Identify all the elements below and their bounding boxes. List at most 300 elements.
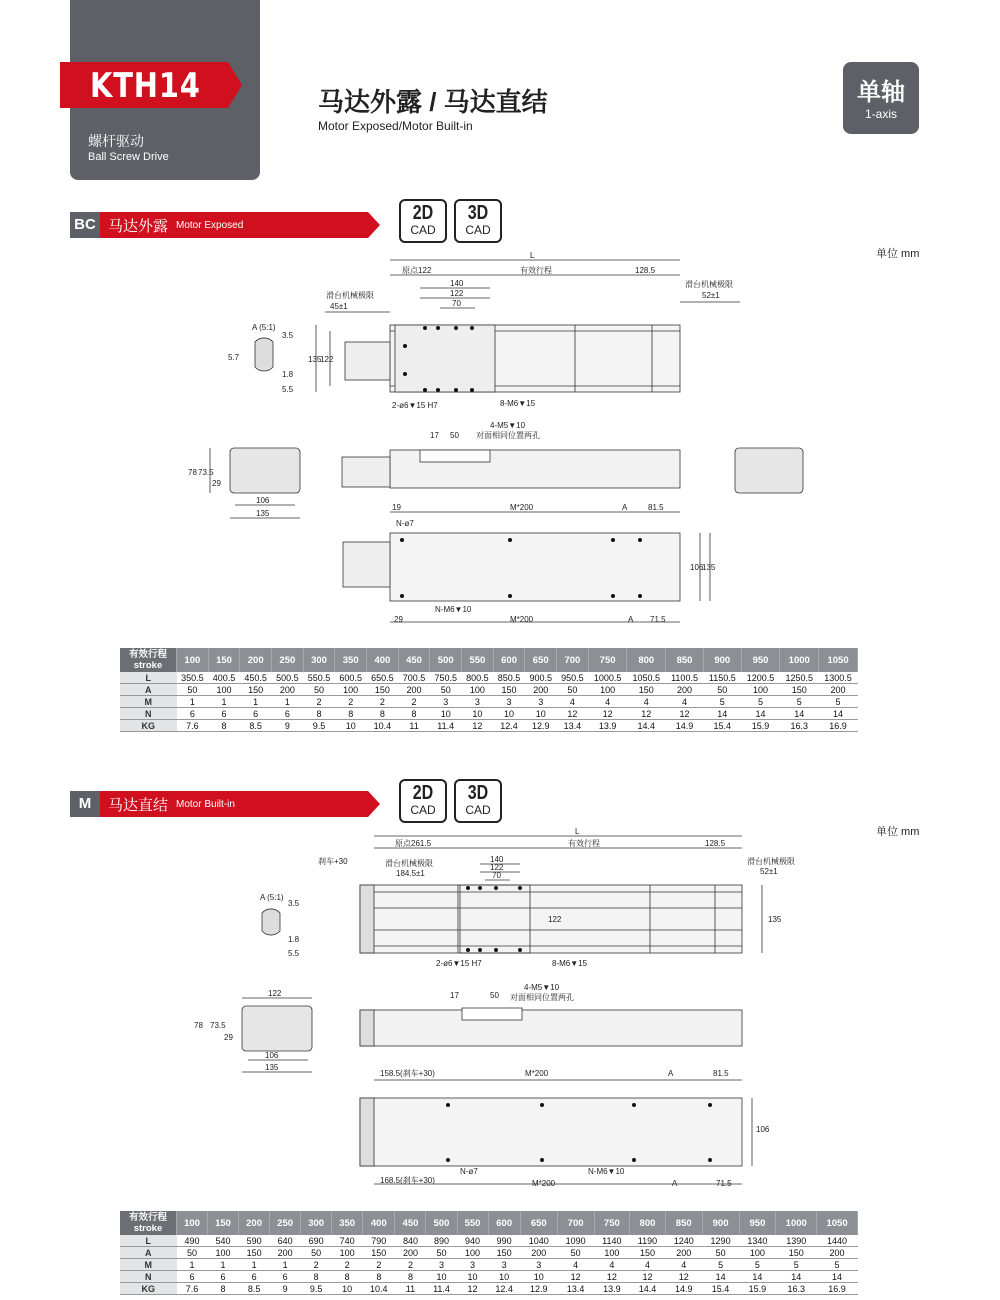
row-label: L: [120, 672, 177, 684]
stroke-header: 550: [462, 648, 494, 672]
table-cell: 13.4: [557, 720, 589, 732]
table-row: [120, 684, 858, 696]
table-row: [120, 696, 858, 708]
table-cell: 1190: [630, 1235, 666, 1247]
table-cell: 990: [488, 1235, 520, 1247]
stroke-header: 300: [301, 1211, 332, 1235]
table-cell: 200: [272, 684, 304, 696]
dim-70: 70: [452, 299, 461, 308]
cad-2d-button-m[interactable]: [399, 779, 447, 823]
table-cell: 12: [557, 708, 589, 720]
table-cell: 15.4: [702, 1283, 739, 1295]
table-cell: 50: [703, 684, 741, 696]
page-title: 马达外露 / 马达直结: [318, 87, 548, 117]
table-cell: 6: [208, 1271, 239, 1283]
table-cell: 13.9: [594, 1283, 630, 1295]
head-en: stroke: [133, 660, 163, 671]
table-cell: 12.4: [493, 720, 525, 732]
table-cell: 3: [462, 696, 494, 708]
table-cell: 1100.5: [666, 672, 704, 684]
stroke-header: 150: [208, 648, 240, 672]
stroke-header: 250: [272, 648, 304, 672]
table-cell: 1240: [665, 1235, 702, 1247]
table-cell: 5: [780, 696, 819, 708]
table-cell: 12: [557, 1271, 594, 1283]
table-cell: 150: [493, 684, 525, 696]
dim-top-left: 158.5(刹车+30): [380, 1069, 435, 1078]
dim-128: 128.5: [635, 266, 656, 275]
table-cell: 15.9: [741, 720, 780, 732]
table-row: [120, 1271, 858, 1283]
stroke-header: 650: [520, 1211, 557, 1235]
table-cell: 14: [780, 708, 819, 720]
table-cell: 14.9: [665, 1283, 702, 1295]
dim-m5: 4-M5▼10: [490, 421, 526, 430]
table-cell: 16.3: [780, 720, 819, 732]
table-cell: 11: [395, 1283, 426, 1295]
table-cell: 7.6: [177, 1283, 208, 1295]
table-cell: 13.9: [588, 720, 627, 732]
stroke-header: 550: [457, 1211, 488, 1235]
row-label: L: [120, 1235, 177, 1247]
table-cell: 50: [301, 1247, 332, 1259]
table-cell: 750.5: [430, 672, 462, 684]
cad-3d-label: 3D: [467, 782, 489, 804]
table-cell: 1: [270, 1259, 301, 1271]
table-cell: 6: [177, 1271, 208, 1283]
axis-cn: 单轴: [857, 79, 905, 106]
table-cell: 490: [177, 1235, 208, 1247]
dim-71-5: 71.5: [716, 1179, 732, 1188]
table-row: [120, 1247, 858, 1259]
table-cell: 4: [588, 696, 627, 708]
section-m-banner: [70, 791, 380, 817]
table-cell: 8: [363, 1271, 395, 1283]
dim-origin: 原点261.5: [395, 839, 432, 848]
table-cell: 200: [665, 1247, 702, 1259]
dim-78: 78: [194, 1021, 203, 1030]
dim-slide-right-val: 52±1: [760, 867, 778, 876]
table-header-row: [120, 1211, 858, 1235]
cad-2d-label: 2D: [412, 782, 434, 804]
stroke-header: 700: [557, 1211, 594, 1235]
table-cell: 200: [398, 684, 430, 696]
table-cell: 2: [367, 696, 399, 708]
table-cell: 150: [627, 684, 666, 696]
page-subtitle: Motor Exposed/Motor Built-in: [318, 119, 473, 133]
table-cell: 10: [457, 1271, 488, 1283]
table-cell: 5: [817, 1259, 858, 1271]
stroke-header: 600: [493, 648, 525, 672]
cad-2d-button-bc[interactable]: [399, 199, 447, 243]
table-cell: 3: [493, 696, 525, 708]
section-name-cn: 马达直结: [108, 797, 169, 814]
dim-3-5: 3.5: [282, 331, 294, 340]
table-cell: 890: [426, 1235, 457, 1247]
table-row: [120, 720, 858, 732]
table-cell: 740: [332, 1235, 363, 1247]
table-cell: 50: [177, 1247, 208, 1259]
dim-slide-right: 滑台机械极限: [747, 857, 795, 866]
table-cell: 1390: [776, 1235, 817, 1247]
table-cell: 5: [741, 696, 780, 708]
stroke-header: 950: [741, 648, 780, 672]
table-cell: 6: [239, 1271, 270, 1283]
table-cell: 150: [488, 1247, 520, 1259]
table-cell: 4: [557, 1259, 594, 1271]
table-cell: 3: [520, 1259, 557, 1271]
dim-opp: 对面相同位置两孔: [510, 993, 574, 1002]
table-cell: 1150.5: [703, 672, 741, 684]
dim-140: 140: [450, 279, 464, 288]
dim-opp: 对面相同位置两孔: [476, 431, 540, 440]
dim-5-5: 5.5: [288, 949, 300, 958]
dim-73-5: 73.5: [210, 1021, 226, 1030]
dim-stroke: 有效行程: [520, 266, 552, 275]
stroke-header: 950: [739, 1211, 776, 1235]
table-cell: 5: [819, 696, 858, 708]
dim-m200: M*200: [525, 1069, 549, 1078]
cad-3d-label: 3D: [467, 202, 489, 224]
table-cell: 1000.5: [588, 672, 627, 684]
stroke-header: 200: [240, 648, 272, 672]
row-label: KG: [120, 720, 177, 732]
stroke-header: 1000: [776, 1211, 817, 1235]
table-cell: 10.4: [367, 720, 399, 732]
table-cell: 10: [520, 1271, 557, 1283]
table-cell: 16.3: [776, 1283, 817, 1295]
dim-5-5: 5.5: [282, 385, 294, 394]
dim-slide-right-val: 52±1: [702, 291, 720, 300]
model-tag: [60, 62, 242, 108]
row-label: N: [120, 1271, 177, 1283]
table-cell: 100: [332, 1247, 363, 1259]
table-cell: 10: [430, 708, 462, 720]
spec-table-bc: [120, 648, 858, 732]
table-cell: 50: [303, 684, 335, 696]
axis-en: 1-axis: [864, 107, 897, 121]
table-cell: 12.4: [488, 1283, 520, 1295]
dim-122: 122: [450, 289, 464, 298]
table-corner: [120, 1211, 177, 1235]
dim-29b: 29: [394, 615, 403, 624]
table-cell: 14.9: [666, 720, 704, 732]
dim-L: L: [530, 251, 535, 260]
table-row: [120, 1259, 858, 1271]
table-cell: 14.4: [627, 720, 666, 732]
stroke-header: 1050: [819, 648, 858, 672]
dim-pin: 2-ø6▼15 H7: [436, 959, 482, 968]
table-cell: 50: [426, 1247, 457, 1259]
table-cell: 10: [525, 708, 557, 720]
row-label: KG: [120, 1283, 177, 1295]
cad-2d-sub: CAD: [410, 803, 436, 817]
row-label: A: [120, 1247, 177, 1259]
table-cell: 14: [819, 708, 858, 720]
drive-type-cn: 螺杆驱动: [88, 133, 144, 149]
table-cell: 690: [301, 1235, 332, 1247]
stroke-header: 400: [363, 1211, 395, 1235]
table-cell: 15.9: [739, 1283, 776, 1295]
table-cell: 8: [208, 1283, 239, 1295]
table-cell: 600.5: [335, 672, 367, 684]
table-cell: 11.4: [426, 1283, 457, 1295]
table-cell: 100: [335, 684, 367, 696]
table-cell: 350.5: [177, 672, 209, 684]
stroke-header: 350: [332, 1211, 363, 1235]
dim-L: L: [575, 828, 580, 836]
dim-19: 19: [392, 503, 401, 512]
table-cell: 5: [776, 1259, 817, 1271]
table-cell: 1200.5: [741, 672, 780, 684]
table-cell: 14.4: [630, 1283, 666, 1295]
dim-m200: M*200: [510, 503, 534, 512]
section-name-en: Motor Built-in: [176, 799, 235, 810]
drive-type-en: Ball Screw Drive: [88, 151, 169, 163]
stroke-header: 300: [303, 648, 335, 672]
table-cell: 3: [430, 696, 462, 708]
stroke-header: 350: [335, 648, 367, 672]
stroke-header: 400: [367, 648, 399, 672]
table-cell: 8: [398, 708, 430, 720]
stroke-header: 700: [557, 648, 589, 672]
dim-122-v: 122: [320, 355, 334, 364]
section-bc-banner: [70, 212, 380, 238]
table-cell: 12: [627, 708, 666, 720]
stroke-header: 900: [702, 1211, 739, 1235]
dim-n7: N-ø7: [460, 1167, 478, 1176]
table-cell: 6: [272, 708, 304, 720]
dim-106-v: 106: [690, 563, 704, 572]
table-cell: 50: [430, 684, 462, 696]
table-cell: 12: [665, 1271, 702, 1283]
dim-pin: 2-ø6▼15 H7: [392, 401, 438, 410]
dim-135-v2: 135: [702, 563, 716, 572]
dim-slide-left-val: 184.5±1: [396, 869, 425, 878]
dim-135: 135: [256, 509, 270, 518]
stroke-header: 100: [177, 1211, 208, 1235]
table-cell: 6: [240, 708, 272, 720]
table-cell: 12: [588, 708, 627, 720]
table-cell: 200: [520, 1247, 557, 1259]
table-cell: 800.5: [462, 672, 494, 684]
table-cell: 3: [525, 696, 557, 708]
stroke-header: 500: [426, 1211, 457, 1235]
table-cell: 2: [398, 696, 430, 708]
cad-2d-sub: CAD: [410, 223, 436, 237]
table-cell: 100: [462, 684, 494, 696]
table-cell: 650.5: [367, 672, 399, 684]
dim-brake: 刹车+30: [318, 857, 348, 866]
table-cell: 4: [630, 1259, 666, 1271]
table-cell: 4: [666, 696, 704, 708]
stroke-header: 800: [627, 648, 666, 672]
table-cell: 1090: [557, 1235, 594, 1247]
dim-m5: 4-M5▼10: [524, 983, 560, 992]
table-cell: 100: [588, 684, 627, 696]
table-cell: 150: [363, 1247, 395, 1259]
stroke-header: 500: [430, 648, 462, 672]
unit-label-bc: 单位 mm: [876, 248, 920, 260]
dim-73-5: 73.5: [198, 468, 214, 477]
table-cell: 3: [488, 1259, 520, 1271]
table-cell: 1: [208, 1259, 239, 1271]
stroke-header: 850: [666, 648, 704, 672]
table-cell: 1050.5: [627, 672, 666, 684]
section-name-cn: 马达外露: [108, 218, 169, 235]
table-cell: 200: [819, 684, 858, 696]
dim-m200b: M*200: [532, 1179, 556, 1188]
stroke-header: 200: [239, 1211, 270, 1235]
table-cell: 4: [594, 1259, 630, 1271]
dim-m6: 8-M6▼15: [500, 399, 536, 408]
table-cell: 16.9: [819, 720, 858, 732]
head-en: stroke: [133, 1223, 163, 1234]
table-cell: 4: [627, 696, 666, 708]
table-cell: 900.5: [525, 672, 557, 684]
row-label: M: [120, 1259, 177, 1271]
table-cell: 8: [303, 708, 335, 720]
table-cell: 8: [335, 708, 367, 720]
table-corner: [120, 648, 177, 672]
table-cell: 540: [208, 1235, 239, 1247]
dim-122-v: 122: [548, 915, 562, 924]
dim-a: A: [622, 503, 628, 512]
table-cell: 12: [457, 1283, 488, 1295]
table-cell: 150: [239, 1247, 270, 1259]
table-cell: 8: [395, 1271, 426, 1283]
dim-m200b: M*200: [510, 615, 534, 624]
table-cell: 2: [303, 696, 335, 708]
cad-3d-button-m[interactable]: [454, 779, 502, 823]
table-cell: 450.5: [240, 672, 272, 684]
table-cell: 1340: [739, 1235, 776, 1247]
table-cell: 6: [270, 1271, 301, 1283]
cad-2d-label: 2D: [412, 202, 434, 224]
table-cell: 850.5: [493, 672, 525, 684]
table-cell: 100: [739, 1247, 776, 1259]
dim-106: 106: [265, 1051, 279, 1060]
head-cn: 有效行程: [128, 649, 167, 660]
head-cn: 有效行程: [128, 1212, 167, 1223]
table-cell: 2: [335, 696, 367, 708]
table-cell: 1140: [594, 1235, 630, 1247]
table-cell: 100: [457, 1247, 488, 1259]
table-cell: 10: [488, 1271, 520, 1283]
dim-slide-left-val: 45±1: [330, 302, 348, 311]
table-cell: 2: [363, 1259, 395, 1271]
table-cell: 100: [741, 684, 780, 696]
dim-slide-left: 滑台机械极限: [385, 859, 433, 868]
dim-detail-a: A (5:1): [260, 893, 284, 902]
table-cell: 10.4: [363, 1283, 395, 1295]
table-cell: 5: [703, 696, 741, 708]
table-cell: 1: [177, 1259, 208, 1271]
table-cell: 10: [493, 708, 525, 720]
table-cell: 790: [363, 1235, 395, 1247]
dim-122-top: 122: [268, 989, 282, 998]
table-cell: 12.9: [520, 1283, 557, 1295]
stroke-header: 600: [488, 1211, 520, 1235]
table-cell: 1440: [817, 1235, 858, 1247]
table-cell: 590: [239, 1235, 270, 1247]
row-label: A: [120, 684, 177, 696]
table-cell: 10: [426, 1271, 457, 1283]
dim-106: 106: [256, 496, 270, 505]
table-cell: 14: [741, 708, 780, 720]
table-cell: 8: [208, 720, 240, 732]
cad-3d-sub: CAD: [465, 803, 491, 817]
dim-origin: 原点122: [402, 266, 432, 275]
dim-nm6: N-M6▼10: [588, 1167, 625, 1176]
table-cell: 10: [335, 720, 367, 732]
table-cell: 6: [208, 708, 240, 720]
table-cell: 13.4: [557, 1283, 594, 1295]
table-cell: 200: [395, 1247, 426, 1259]
table-cell: 200: [817, 1247, 858, 1259]
table-cell: 100: [594, 1247, 630, 1259]
table-cell: 200: [270, 1247, 301, 1259]
dim-128: 128.5: [705, 839, 726, 848]
table-cell: 500.5: [272, 672, 304, 684]
dim-5-7: 5.7: [228, 353, 240, 362]
stroke-header: 1050: [817, 1211, 858, 1235]
table-cell: 10: [462, 708, 494, 720]
axis-badge: [843, 62, 919, 134]
dim-1-8: 1.8: [288, 935, 300, 944]
table-cell: 14: [702, 1271, 739, 1283]
stroke-header: 750: [588, 648, 627, 672]
table-cell: 640: [270, 1235, 301, 1247]
table-cell: 400.5: [208, 672, 240, 684]
table-cell: 150: [240, 684, 272, 696]
table-cell: 1290: [702, 1235, 739, 1247]
dim-detail-a: A (5:1): [252, 323, 276, 332]
dim-3-5: 3.5: [288, 899, 300, 908]
row-label: M: [120, 696, 177, 708]
stroke-header: 900: [703, 648, 741, 672]
cad-3d-button-bc[interactable]: [454, 199, 502, 243]
table-cell: 12: [594, 1271, 630, 1283]
table-header-row: [120, 648, 858, 672]
table-cell: 11.4: [430, 720, 462, 732]
table-cell: 16.9: [817, 1283, 858, 1295]
table-cell: 100: [208, 684, 240, 696]
dim-70: 70: [492, 871, 501, 880]
dim-135-v: 135: [768, 915, 782, 924]
dim-135-v: 135: [308, 355, 322, 364]
table-cell: 15.4: [703, 720, 741, 732]
dim-81-5: 81.5: [713, 1069, 729, 1078]
table-cell: 5: [702, 1259, 739, 1271]
table-cell: 14: [817, 1271, 858, 1283]
dim-29: 29: [212, 479, 221, 488]
dim-71-5: 71.5: [650, 615, 666, 624]
table-cell: 3: [426, 1259, 457, 1271]
table-cell: 840: [395, 1235, 426, 1247]
stroke-header: 450: [398, 648, 430, 672]
dim-stroke: 有效行程: [568, 839, 600, 848]
table-cell: 7.6: [177, 720, 209, 732]
dim-a: A: [668, 1069, 674, 1078]
drawing-m: [180, 828, 820, 1193]
table-cell: 9: [270, 1283, 301, 1295]
table-cell: 4: [557, 696, 589, 708]
dim-122: 122: [490, 863, 504, 872]
table-cell: 6: [177, 708, 209, 720]
dim-81-5: 81.5: [648, 503, 664, 512]
table-cell: 700.5: [398, 672, 430, 684]
